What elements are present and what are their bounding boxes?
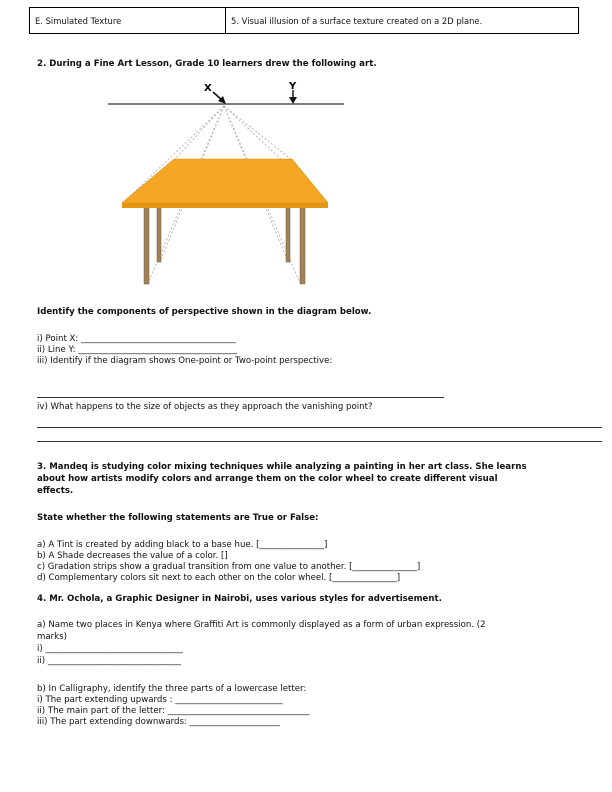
q2-item-i: i) Point X: ____________________________________ (37, 334, 236, 344)
label-y: Y (289, 81, 297, 92)
answer-line (37, 397, 444, 398)
definition-cell: 5. Visual illusion of a surface texture created on a 2D plane. (226, 8, 579, 34)
q3-heading-line3: effects. (37, 486, 74, 496)
q3-heading-line2: about how artists modify colors and arrange them on the color wheel to create different visual (37, 474, 498, 484)
answer-line (37, 427, 602, 428)
term-cell: E. Simulated Texture (30, 8, 226, 34)
table-leg (286, 206, 290, 262)
q4-heading: 4. Mr. Ochola, a Graphic Designer in Nairobi, uses various styles for advertisement. (37, 594, 442, 604)
q4-a-item-ii: ii) _______________________________ (37, 656, 182, 666)
table-leg (300, 206, 305, 284)
q4-a-line2: marks) (37, 632, 67, 642)
q2-item-iv: iv) What happens to the size of objects as they approach the vanishing point? (37, 402, 373, 412)
q4-b-item-ii: ii) The main part of the letter: _________________________________ (37, 706, 310, 716)
table-leg (144, 206, 149, 284)
q3-item-a: a) A Tint is created by adding black to a base hue. [_______________] (37, 540, 328, 550)
q2-instruction: Identify the components of perspective shown in the diagram below. (37, 307, 372, 317)
q4-b-intro: b) In Calligraphy, identify the three parts of a lowercase letter: (37, 684, 307, 694)
label-x: X (204, 83, 212, 94)
q3-item-b: b) A Shade decreases the value of a color. [] (37, 551, 228, 561)
q4-b-item-iii: iii) The part extending downwards: _____________________ (37, 717, 280, 727)
q3-instruction: State whether the following statements are True or False: (37, 513, 319, 523)
answer-line (37, 441, 602, 442)
q4-a-item-i: i) ________________________________ (37, 644, 183, 654)
table-leg (157, 206, 161, 262)
q4-b-item-i: i) The part extending upwards : _________________________ (37, 695, 283, 705)
q2-item-ii: ii) Line Y: _____________________________________ (37, 345, 238, 355)
table-top-edge (122, 203, 328, 208)
q4-a-line1: a) Name two places in Kenya where Graffiti Art is commonly displayed as a form of urban expression. (2 (37, 620, 486, 630)
table-legs (144, 206, 305, 284)
q3-heading-line1: 3. Mandeq is studying color mixing techniques while analyzing a painting in her art class. She learns (37, 462, 527, 472)
q3-item-c: c) Gradation strips show a gradual transition from one value to another. [_______________] (37, 562, 421, 572)
q3-item-d: d) Complementary colors sit next to each other on the color wheel. [_______________] (37, 573, 401, 583)
table-top (122, 159, 328, 203)
perspective-diagram (0, 0, 612, 300)
q2-item-iii: iii) Identify if the diagram shows One-point or Two-point perspective: (37, 356, 333, 366)
q2-heading: 2. During a Fine Art Lesson, Grade 10 learners drew the following art. (37, 59, 377, 69)
